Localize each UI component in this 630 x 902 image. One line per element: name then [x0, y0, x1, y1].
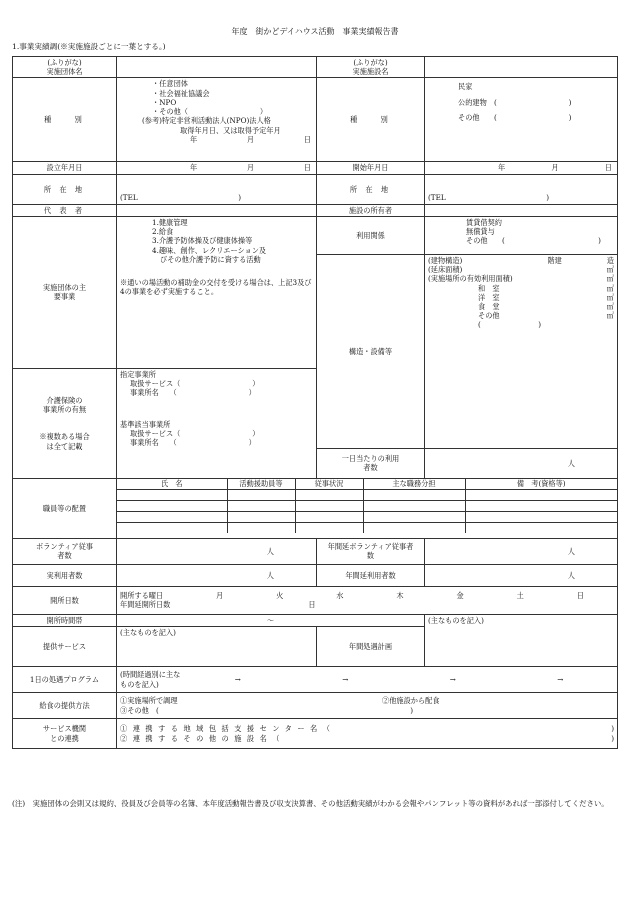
table-row[interactable] [117, 522, 617, 533]
staff-label: 職員等の配置 [13, 478, 117, 538]
facility-name-field[interactable] [425, 57, 618, 78]
org-kind-label: 種 別 [13, 78, 117, 162]
staff-header-row [117, 479, 617, 490]
annual-volunteer-field[interactable]: 人 [425, 538, 618, 564]
report-form-table [12, 56, 618, 749]
actual-users-field[interactable]: 人 [117, 564, 317, 586]
volunteer-field[interactable]: 人 [117, 538, 317, 564]
facility-kind-label: 種 別 [317, 78, 425, 162]
open-days-label: 開所日数 [13, 586, 117, 614]
established-label: 設立年月日 [13, 162, 117, 174]
opened-label: 開始年月日 [317, 162, 425, 174]
facility-kind-options[interactable]: 民家 公的建物 ( ) その他 ( ) [425, 78, 618, 162]
services-field[interactable]: (主なものを記入) [117, 627, 317, 667]
owner-label: 施設の所有者 [317, 204, 425, 216]
cooperation-label: サービス機関 との連携 [13, 719, 117, 749]
annual-users-label: 年間延利用者数 [317, 564, 425, 586]
daily-users-field[interactable]: 人 [425, 448, 618, 478]
page-title: 年度 街かどデイハウス活動 事業実績報告書 [231, 27, 399, 36]
meal-field[interactable]: ①実施場所で調理 ②他施設から配食 ③その他 ( ) [117, 693, 618, 719]
staff-header-duty: 主な職務分担 [363, 479, 465, 490]
actual-users-label: 実利用者数 [13, 564, 117, 586]
section-heading: 1.事業実績調(※実施施設ごとに一葉とする。) [12, 42, 166, 51]
daily-users-label: 一日当たりの利用者数 [317, 448, 425, 478]
facility-location-field[interactable]: (TEL ) [425, 174, 618, 204]
org-kind-options[interactable]: ・任意団体 ・社会福祉協議会 ・NPO ・その他（ ） (参考)特定非営利活動法人(NPO)法人格 取得年月日、又は取得予定年月 年 月 日 [117, 78, 317, 162]
staff-header-name: 氏 名 [117, 479, 227, 490]
usage-label: 利用関係 [317, 216, 425, 254]
annual-users-field[interactable]: 人 [425, 564, 618, 586]
established-field[interactable]: 年 月 日 [117, 162, 317, 174]
volunteer-label: ボランティア従事者数 [13, 538, 117, 564]
footnote: (注) 実施団体の会則又は規約、役員及び会員等の名簿、本年度活動報告書及び収支決算書、その他活動実績がわかる会報やパンフレット等の資料があれば一部添付してください。 [12, 799, 609, 808]
program-label: 1日の処遇プログラム [13, 667, 117, 693]
org-location-field[interactable]: (TEL ) [117, 174, 317, 204]
staff-table-cell [117, 478, 618, 538]
cooperation-field[interactable]: ①連携する地域包括支援センター名（ ) ②連携するその他の施設名（ ) [117, 719, 618, 749]
table-row[interactable] [117, 511, 617, 522]
open-hours-field[interactable]: ～ [117, 614, 425, 626]
meal-label: 給食の提供方法 [13, 693, 117, 719]
staff-header-status: 従事状況 [295, 479, 363, 490]
org-name-label: (ふりがな) 実施団体名 [13, 57, 117, 78]
main-business-label: 実施団体の主要事業 [13, 216, 117, 368]
staff-header-role: 活動援助員等 [227, 479, 295, 490]
main-business-field[interactable]: 1.健康管理 2.給食 3.介護予防体操及び健康体操等 4.趣味、創作、レクリエーション及 びその他介護予防に資する活動 ※通いの場活動の補助金の交付を受ける場合は、上記3及び4の事業を必ず実施すること。 [117, 216, 317, 368]
structure-field[interactable]: (建物構造) 階建 造 (延床面積) ㎡ (実施場所の有効利用面積) ㎡ 和 室 ㎡ 洋 室 ㎡ 食 堂 ㎡ その他 ㎡ ( ) [425, 254, 618, 448]
care-insurance-label: 介護保険の 事業所の有無 ※複数ある場合 は全て記載 [13, 368, 117, 478]
open-days-field[interactable]: 開所する曜日 月 火 水 木 金 土 日 年間延開所日数 日 [117, 586, 618, 614]
facility-location-label: 所 在 地 [317, 174, 425, 204]
staff-header-remarks: 備 考(資格等) [465, 479, 617, 490]
staff-table [117, 479, 617, 533]
structure-label: 構造・設備等 [317, 254, 425, 448]
services-label: 提供サービス [13, 627, 117, 667]
usage-options[interactable]: 賃貸借契約 無償貸与 その他 ( ) [425, 216, 618, 254]
owner-field[interactable] [425, 204, 618, 216]
program-field[interactable]: (時間経過別に主なものを記入) → → → → [117, 667, 618, 693]
representative-field[interactable] [117, 204, 317, 216]
open-hours-label: 開所時間帯 [13, 614, 117, 626]
annual-plan-field[interactable]: (主なものを記入) [425, 614, 618, 666]
care-insurance-field[interactable]: 指定事業所 取扱サービス（ ） 事業所名 （ ） 基準該当事業所 取扱サービス（ ） 事業所名 （ ） [117, 368, 317, 478]
org-name-field[interactable] [117, 57, 317, 78]
facility-name-label: (ふりがな) 実施施設名 [317, 57, 425, 78]
representative-label: 代 表 者 [13, 204, 117, 216]
opened-field[interactable]: 年 月 日 [425, 162, 618, 174]
table-row[interactable] [117, 489, 617, 500]
annual-volunteer-label: 年間延ボランティア従事者数 [317, 538, 425, 564]
table-row[interactable] [117, 500, 617, 511]
annual-plan-label: 年間処遇計画 [317, 627, 425, 667]
org-location-label: 所 在 地 [13, 174, 117, 204]
